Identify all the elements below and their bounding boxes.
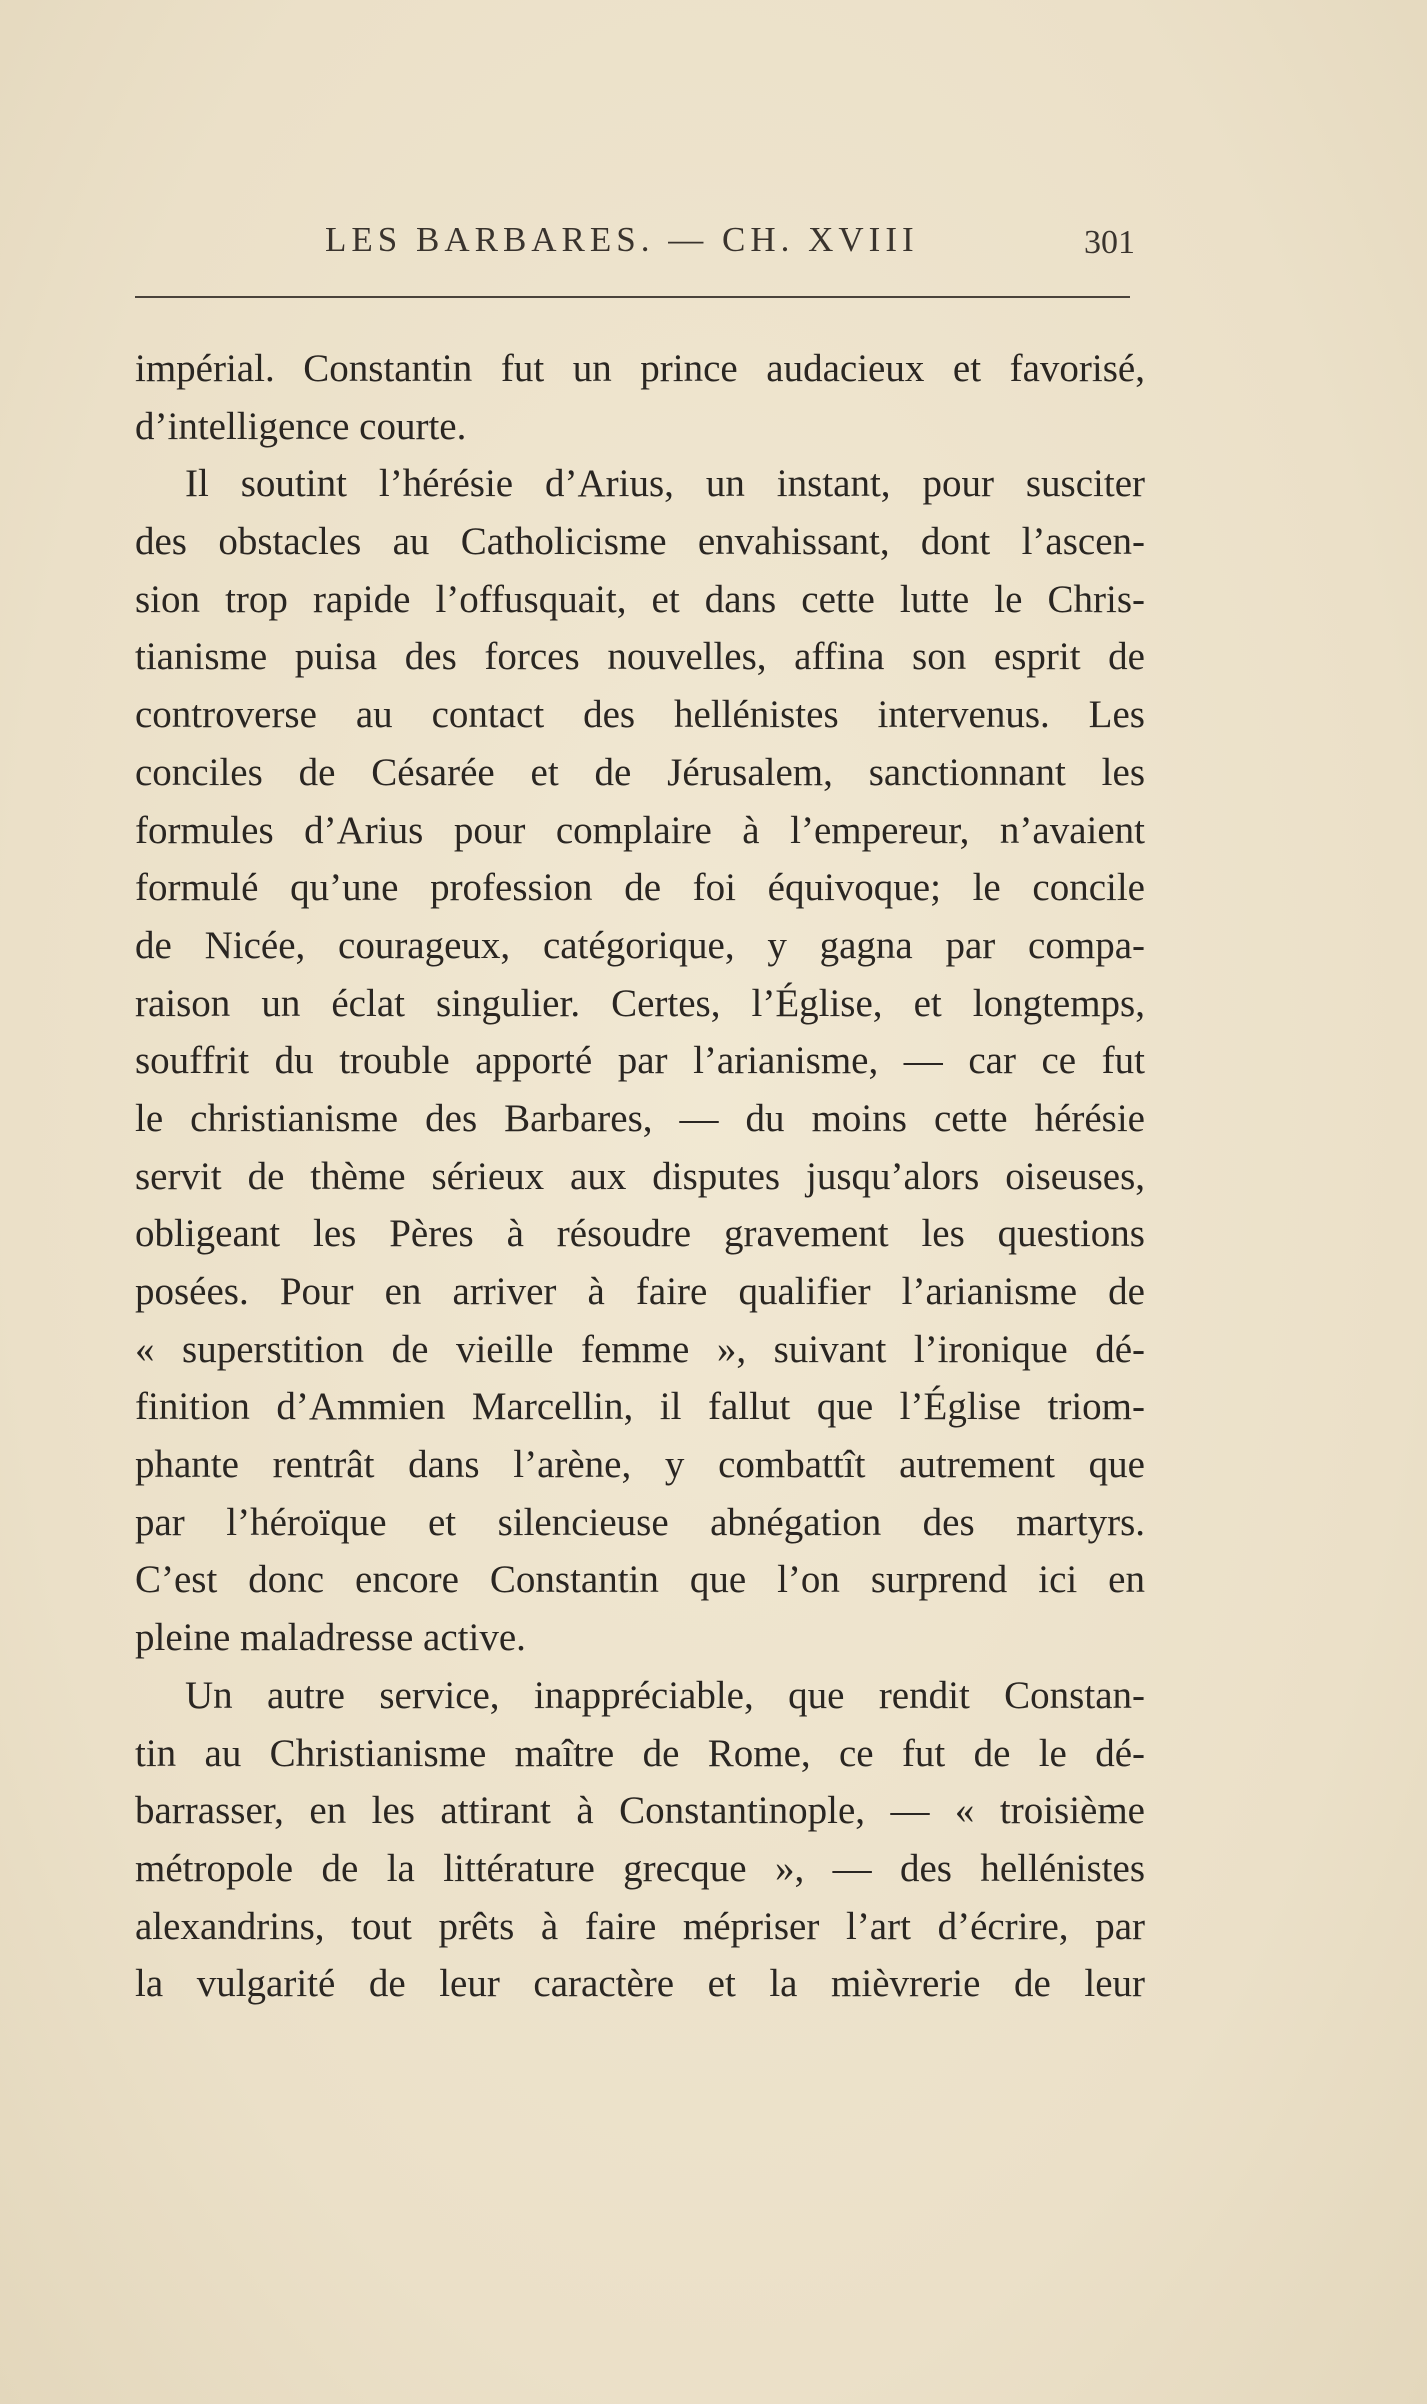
text-line: alexandrins, tout prêts à faire mépriser l’art d’écrire, par: [135, 1904, 1145, 1948]
page-number: 301: [1084, 224, 1135, 261]
text-line: sion trop rapide l’offusquait, et dans cette lutte le Chris-: [135, 577, 1145, 621]
text-line: formules d’Arius pour complaire à l’empereur, n’avaient: [135, 808, 1145, 852]
text-line: Un autre service, inappréciable, que rendit Constan-: [185, 1673, 1145, 1717]
text-line: métropole de la littérature grecque », — des hellénistes: [135, 1846, 1145, 1890]
text-line: barrasser, en les attirant à Constantinople, — « troisième: [135, 1789, 1145, 1833]
body-text: [135, 340, 1145, 2013]
text-line: conciles de Césarée et de Jérusalem, sanctionnant les: [135, 750, 1145, 794]
text-line: impérial. Constantin fut un prince audacieux et favorisé,: [135, 347, 1145, 390]
text-line: phante rentrât dans l’arène, y combattît autrement que: [135, 1443, 1145, 1487]
text-line: de Nicée, courageux, catégorique, y gagna par compa-: [135, 923, 1145, 967]
text-line: finition d’Ammien Marcellin, il fallut que l’Église triom-: [135, 1385, 1145, 1429]
text-line: controverse au contact des hellénistes intervenus. Les: [135, 693, 1145, 737]
text-line: servit de thème sérieux aux disputes jusqu’alors oiseuses,: [135, 1154, 1145, 1198]
text-line: « superstition de vieille femme », suivant l’ironique dé-: [135, 1327, 1145, 1371]
text-line: la vulgarité de leur caractère et la mièvrerie de leur: [135, 1962, 1145, 2006]
running-head: LES BARBARES. — CH. XVIII: [325, 220, 919, 259]
text-line: souffrit du trouble apporté par l’arianisme, — car ce fut: [135, 1039, 1145, 1083]
text-line: pleine maladresse active.: [135, 1616, 526, 1660]
page-header: [135, 220, 1135, 280]
text-line: des obstacles au Catholicisme envahissant, dont l’ascen-: [135, 520, 1145, 564]
text-line: tianisme puisa des forces nouvelles, affina son esprit de: [135, 635, 1145, 679]
text-line: raison un éclat singulier. Certes, l’Église, et longtemps,: [135, 981, 1145, 1025]
text-line: C’est donc encore Constantin que l’on surprend ici en: [135, 1558, 1145, 1602]
text-line: d’intelligence courte.: [135, 404, 467, 448]
text-line: tin au Christianisme maître de Rome, ce fut de le dé-: [135, 1731, 1145, 1775]
text-line: le christianisme des Barbares, — du moins cette hérésie: [135, 1096, 1145, 1140]
text-line: Il soutint l’hérésie d’Arius, un instant, pour susciter: [185, 462, 1145, 506]
text-line: posées. Pour en arriver à faire qualifier l’arianisme de: [135, 1270, 1145, 1313]
header-rule: [135, 296, 1130, 298]
text-line: obligeant les Pères à résoudre gravement les questions: [135, 1212, 1145, 1256]
text-line: formulé qu’une profession de foi équivoque; le concile: [135, 866, 1145, 910]
text-line: par l’héroïque et silencieuse abnégation des martyrs.: [135, 1500, 1145, 1544]
